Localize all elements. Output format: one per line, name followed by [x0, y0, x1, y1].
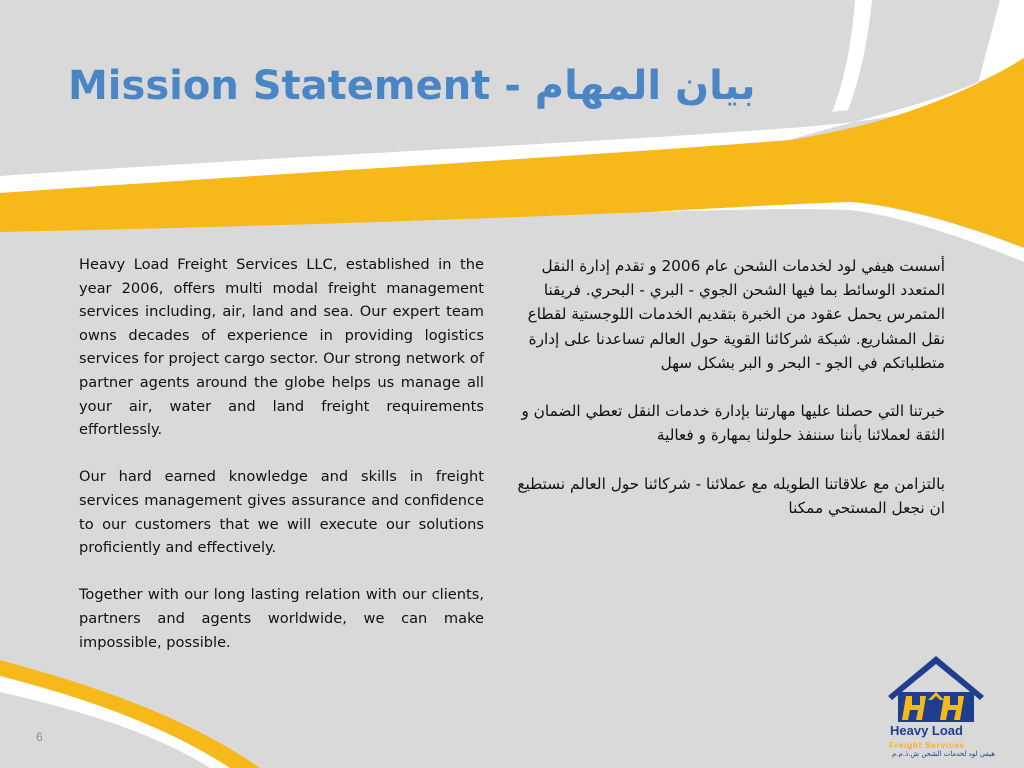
english-content [79, 253, 484, 678]
logo-arabic-name: هيفي لود لخدمات الشحن ش.ذ.م.م [892, 750, 995, 758]
bottom-white-sweep [0, 676, 230, 768]
english-paragraph-2: Our hard earned knowledge and skills in freight services management gives assurance and confidence to our customers that we will execute our solutions proficiently and effectively. [79, 468, 484, 557]
slide-title: Mission Statement - بيان المهام [68, 63, 756, 109]
arabic-paragraph-2: خبرتنا التي حصلنا عليها مهارتنا بإدارة خدمات النقل تعطي الضمان و الثقة لعملائنا بأننا سننفذ حلولنا بمهارة و فعالية [521, 402, 945, 445]
arabic-paragraph-3: بالتزامن مع علاقاتنا الطويله مع عملائنا - شركائنا حول العالم نستطيع ان نجعل المستحي ممكنا [517, 474, 945, 517]
english-paragraph-1: Heavy Load Freight Services LLC, established in the year 2006, offers multi modal freight management services including, air, land and sea. Our expert team owns decades of experience in providing logistics services for project cargo sector. Our strong network of partner agents around the globe helps us manage all your air, water and land freight requirements effortlessly. [79, 256, 484, 439]
page-number: 6 [36, 730, 43, 744]
english-paragraph-3: Together with our long lasting relation with our clients, partners and agents worldwide, we can make impossible, possible. [79, 586, 484, 651]
logo-tagline: Freight Services [889, 740, 965, 750]
logo-name: Heavy Load [890, 723, 963, 738]
arabic-content [515, 254, 945, 544]
white-right-strip [832, 0, 872, 112]
arabic-paragraph-1: أسست هيفي لود لخدمات الشحن عام 2006 و تقدم إدارة النقل المتعدد الوسائط بما فيها الشحن الجوي - البري - البحري. فريقنا المتمرس يحمل عقود من الخبرة بتقديم الخدمات اللوجستية لقطاع نقل المشاريع. شبكة شركائنا القوية حول العالم تساعدنا على إدارة متطلباتكم في الجو - البحر و البر بشكل سهل [527, 257, 945, 372]
